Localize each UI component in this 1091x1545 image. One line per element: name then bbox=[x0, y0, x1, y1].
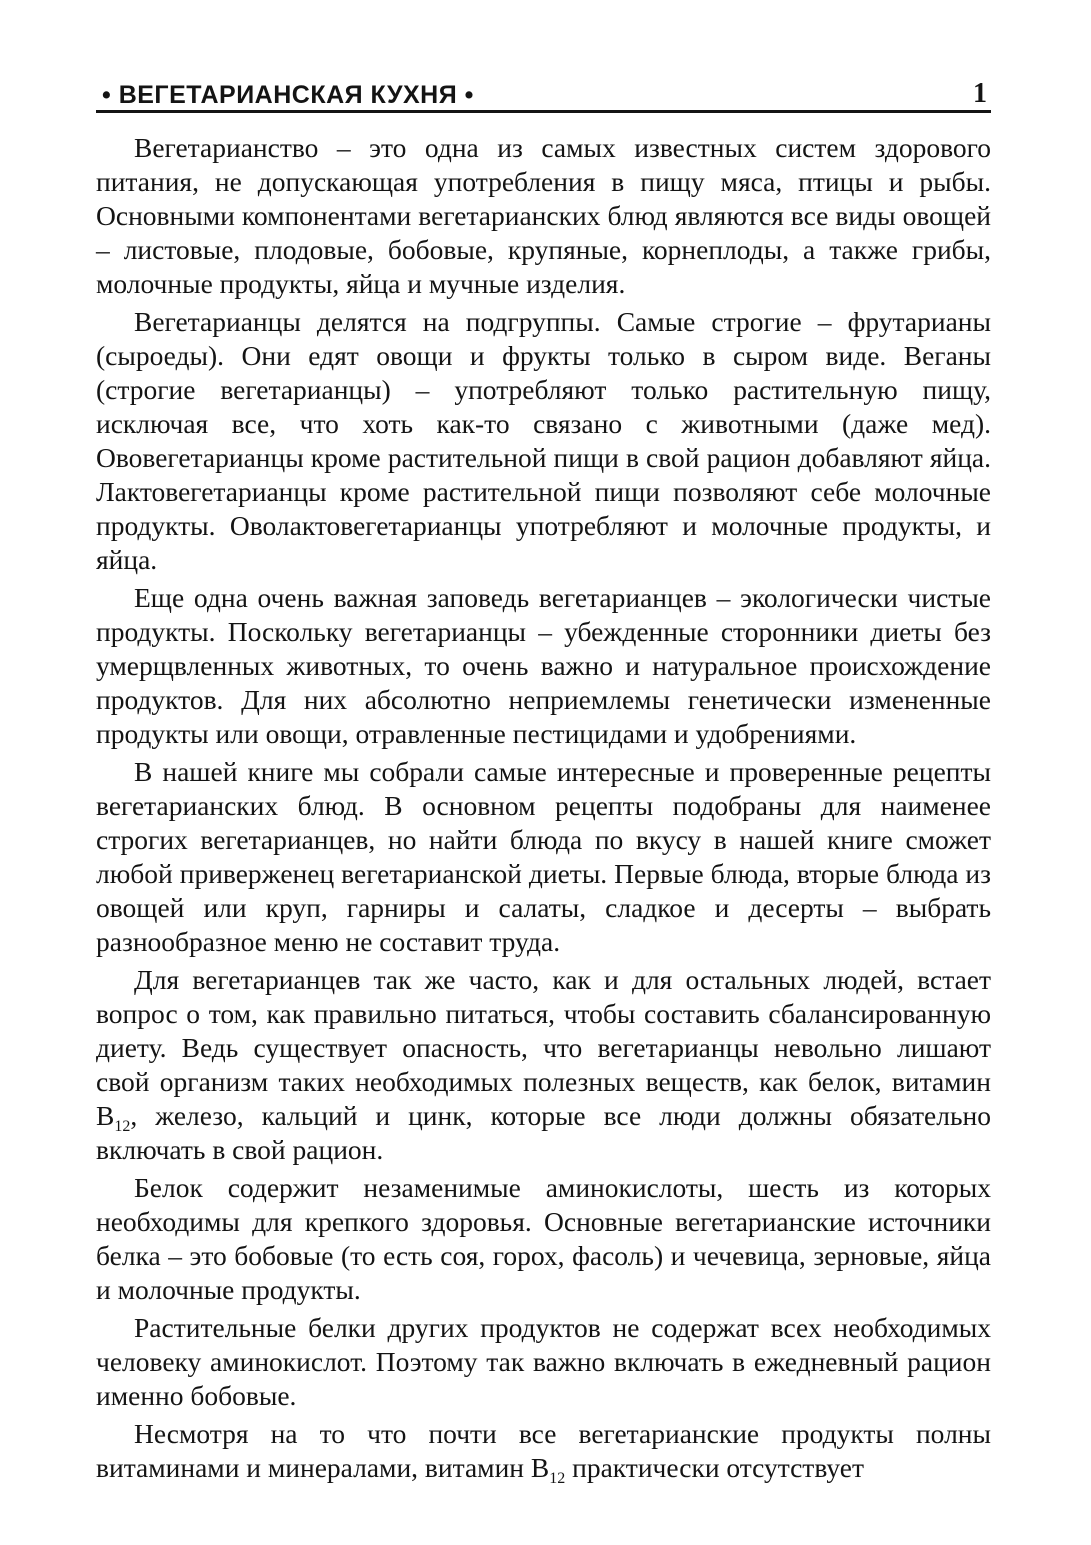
paragraph-subgroups: Вегетарианцы делятся на подгруппы. Самые строгие – фрутарианы (сыроеды). Они едят овощи и фрукты только в сыром виде. Веганы (строгие вегетарианцы) – употребляют только растительную пищу, исключая все, что хоть как-то связано с животными (даже мед). Ововегетарианцы кроме растительной пищи в свой рацион добавляют яйца. Лактовегетарианцы кроме растительной пищи позволяют себе молочные продукты. Оволактовегетарианцы употребляют и молочные продукты, и яйца. bbox=[96, 306, 991, 575]
paragraph-vitamin-b12 bbox=[96, 1417, 991, 1485]
paragraph-book-recipes: В нашей книге мы собрали самые интересные и проверенные рецепты вегетарианских блюд. В основном рецепты подобраны для наименее строгих вегетарианцев, но найти блюда по вкусу в нашей книге сможет любой приверженец вегетарианской диеты. Первые блюда, вторые блюда из овощей или круп, гарниры и салаты, сладкое и десерты – выбрать разнообразное меню не составит труда. bbox=[96, 756, 991, 957]
book-page bbox=[96, 70, 991, 1489]
vitamin-subscript: 12 bbox=[549, 1470, 566, 1487]
paragraph-plant-proteins: Растительные белки других продуктов не содержат всех необходимых человеку аминокислот. Поэтому так важно включать в ежедневный рацион именно бобовые. bbox=[96, 1312, 991, 1411]
running-title: • ВЕГЕТАРИАНСКАЯ КУХНЯ • bbox=[102, 81, 474, 109]
running-header bbox=[96, 70, 991, 113]
vitamin-subscript: 12 bbox=[114, 1118, 131, 1135]
paragraph-vegetarianism-intro: Вегетарианство – это одна из самых известных систем здорового питания, не допускающая употребления в пищу мяса, птицы и рыбы. Основными компонентами вегетарианских блюд являются все виды овощей – листовые, плодовые, бобовые, крупяные, корнеплоды, а также грибы, молочные продукты, яйца и мучные изделия. bbox=[96, 132, 991, 299]
paragraph-text-part: Для вегетарианцев так же часто, как и для остальных людей, встает вопрос о том, как правильно питаться, чтобы составить сбалансированную диету. Ведь существует опасность, что вегетарианцы невольно лишают свой организм таких необходимых полезных веществ, как белок, витамин В bbox=[96, 964, 991, 1131]
paragraph-protein-sources: Белок содержит незаменимые аминокислоты, шесть из которых необходимы для крепкого здоровья. Основные вегетарианские источники белка – это бобовые (то есть соя, горох, фасоль) и чечевица, зерновые, яйца и молочные продукты. bbox=[96, 1172, 991, 1305]
body-text bbox=[96, 131, 991, 1485]
paragraph-text-part: , железо, кальций и цинк, которые все люди должны обязательно включать в свой рацион. bbox=[96, 1100, 991, 1165]
page-number: 1 bbox=[973, 78, 987, 109]
paragraph-ecological-products: Еще одна очень важная заповедь вегетарианцев – экологически чистые продукты. Поскольку вегетарианцы – убежденные сторонники диеты без умерщвленных животных, то очень важно и натуральное происхождение продуктов. Для них абсолютно неприемлемы генетически измененные продукты или овощи, отравленные пестицидами и удобрениями. bbox=[96, 582, 991, 749]
paragraph-text-part: Несмотря на то что почти все вегетарианские продукты полны витаминами и минералами, витамин В bbox=[96, 1418, 991, 1483]
paragraph-text-part: практически отсутствует bbox=[565, 1452, 864, 1483]
paragraph-balanced-diet bbox=[96, 963, 991, 1167]
